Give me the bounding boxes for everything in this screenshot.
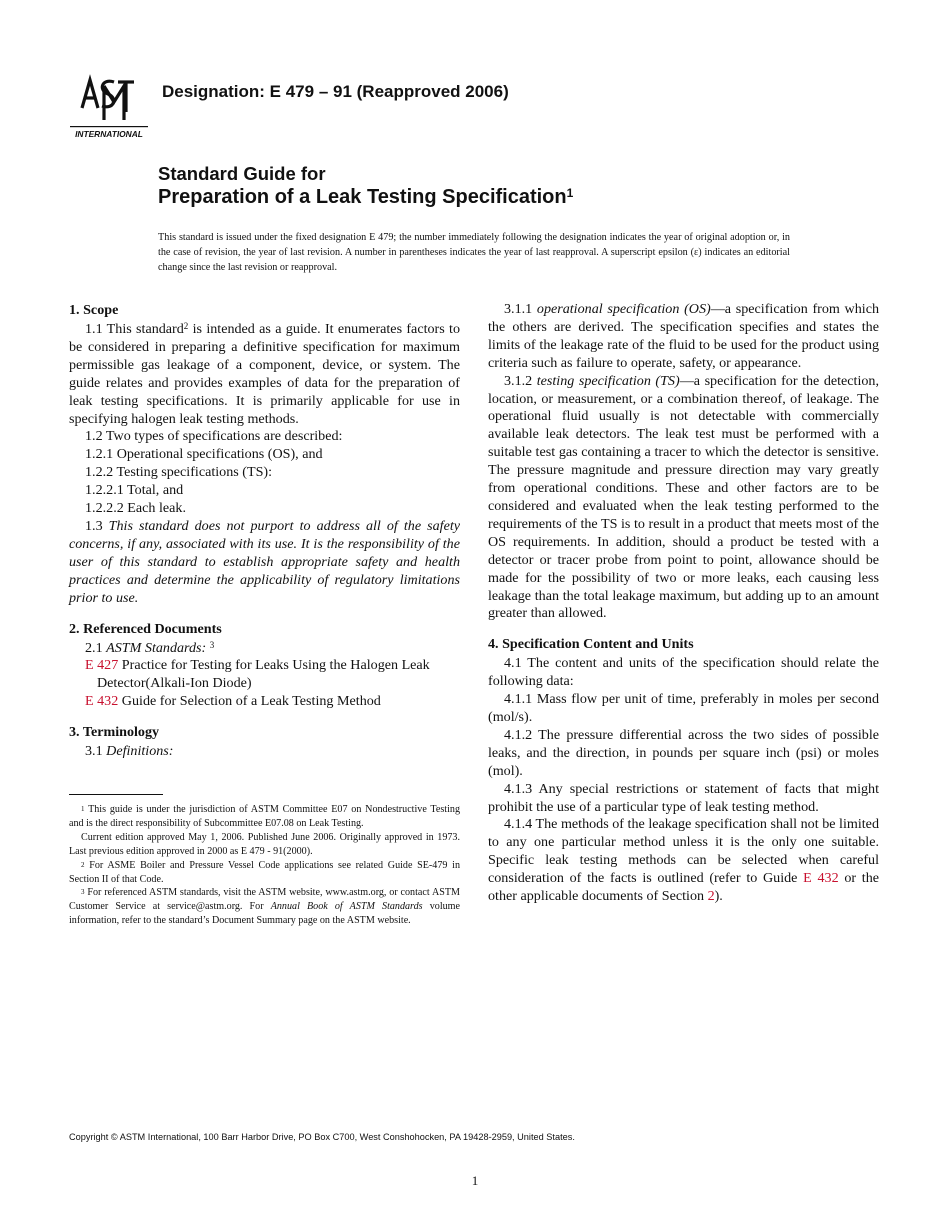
terminology-heading: 3. Terminology [69,724,160,741]
title-block [158,163,573,209]
scope-1-2-1: 1.2.1 Operational specifications (OS), and [85,446,323,463]
page-number: 1 [471,1173,479,1188]
logo-text: INTERNATIONAL [75,129,143,139]
title-line-1: Standard Guide for [158,163,326,184]
referenced-heading: 2. Referenced Documents [69,620,222,637]
footnote-1: $^1$ This guide is under the jurisdiction of ASTM Committee E07 on Nondestructive Testing and is the direct responsibility of Subcommittee E07.08 on Leak Testing. [69,804,460,829]
link-e432[interactable]: E 432 [803,870,839,887]
footnote-2: $^2$ For ASME Boiler and Pressure Vessel Code applications see related Guide SE-479 in Section II of that Code. [69,859,460,885]
reference-item: E 427 Practice for Testing for Leaks Using the Halogen Leak Detector(Alkali-Ion Diode) [85,657,430,692]
content-heading: 4. Specification Content and Units [488,636,694,653]
content-4-1-1: 4.1.1 Mass flow per unit of time, preferably in moles per second (mol/s). [488,691,879,726]
footnotes [69,803,460,928]
right-column [488,301,879,906]
scope-1-2-2-1: 1.2.2.1 Total, and [85,482,184,499]
footnote-rule [69,794,163,795]
scope-1-3: 1.3 This standard does not purport to address all of the safety concerns, if any, associated with its use. It is the responsibility of the user of this standard to establish appropriate safety and health practices and determine the applicability of regulatory limitations prior to use. [69,517,460,606]
scope-heading: 1. Scope [69,302,119,318]
title-line-2: Preparation of a Leak Testing Specification$^1$ [158,186,574,208]
content-4-1: 4.1 The content and units of the specification should relate the following data: [488,655,879,690]
ref-link-e432[interactable]: E 432 [85,693,119,710]
definition-3-1-2: 3.1.2 testing specification (TS)—a specification for the detection, location, or measurement, or a combination thereof, of leakage. The operational fluid usually is not detectable with commercially available leak detectors. The leak test must be performed with a suitable test gas containing a tracer to which the detector is sensitive. The pressure magnitude and pressure direction may vary greatly from operational conditions. These and other factors are to be considered and evaluated when the leak testing performed to the requirements of the TS is to result in a product that meets most of the OS requirements. In addition, should a product be tested with a detector or tracer probe from point to point, allowance should be made for the possibility of two or more leaks, each causing less leakage than the total leakage maximum, but adding up to an amount greater than allowed. [488,372,880,622]
copyright: Copyright © ASTM International, 100 Barr Harbor Drive, PO Box C700, West Conshohocken, PA 19428-2959, United States. [69,1132,575,1142]
title-footnote-mark: 1 [566,186,574,200]
reference-item: E 432 Guide for Selection of a Leak Testing Method [85,693,381,710]
definition-3-1-1: 3.1.1 operational specification (OS)—a specification from which the others are derived. The specification specifies and states the limits of the leakage rate of the fluid to be used for the product using criteria such as failure to operate, safety, or appearance. [488,301,879,371]
ref-link-e427[interactable]: E 427 [85,657,119,674]
content-4-1-3: 4.1.3 Any special restrictions or statement of facts that might prohibit the use of a particular type of leak testing method. [488,780,879,815]
referenced-2-1: 2.1 ASTM Standards: $^3$ [85,639,215,656]
scope-1-2: 1.2 Two types of specifications are described: [85,428,343,445]
terminology-3-1: 3.1 Definitions: [85,743,174,760]
left-column [69,301,460,761]
link-section-2[interactable]: 2 [707,888,715,905]
designation: Designation: E 479 – 91 (Reapproved 2006) [162,82,509,101]
content-4-1-4: 4.1.4 The methods of the leakage specification shall not be limited to any one particular method unless it is the only one suitable. Specific leak testing methods can be selected when careful consideration of the facts is outlined (refer to Guide E 432 or the other applicable documents of Section 2). [488,816,879,905]
scope-1-2-2-2: 1.2.2.2 Each leak. [85,500,186,517]
footnote-3: $^3$ For referenced ASTM standards, visit the ASTM website, www.astm.org, or contact ASTM Customer Service at service@astm.org. For Annual Book of ASTM Standards volume information, refer to the standard’s Document Summary page on the ASTM website. [69,887,460,927]
scope-1-2-2: 1.2.2 Testing specifications (TS): [85,464,273,481]
footnote-1-continued: Current edition approved May 1, 2006. Published June 2006. Originally approved in 1973. Last previous edition approved in 2000 as E 479 - 91(2000). [69,831,460,857]
astm-logo [68,72,150,140]
issued-note: This standard is issued under the fixed designation E 479; the number immediately following the designation indicates the year of original adoption or, in the case of revision, the year of last revision. A number in parentheses indicates the year of last reapproval. A superscript epsilon (ε) indicates an editorial change since the last revision or reapproval. [158,232,790,273]
content-4-1-2: 4.1.2 The pressure differential across the two sides of possible leaks, and the direction, in pounds per square inch (psi) or moles (mol). [488,726,879,779]
scope-1-1: 1.1 This standard$^2$ is intended as a guide. It enumerates factors to be considered in preparing a definitive specification for maximum permissible gas leakage of a component, device, or system. The guide relates and provides examples of data for the preparation of leak testing specifications. It is primarily applicable for use in specifying halogen leak testing methods. [69,321,460,427]
